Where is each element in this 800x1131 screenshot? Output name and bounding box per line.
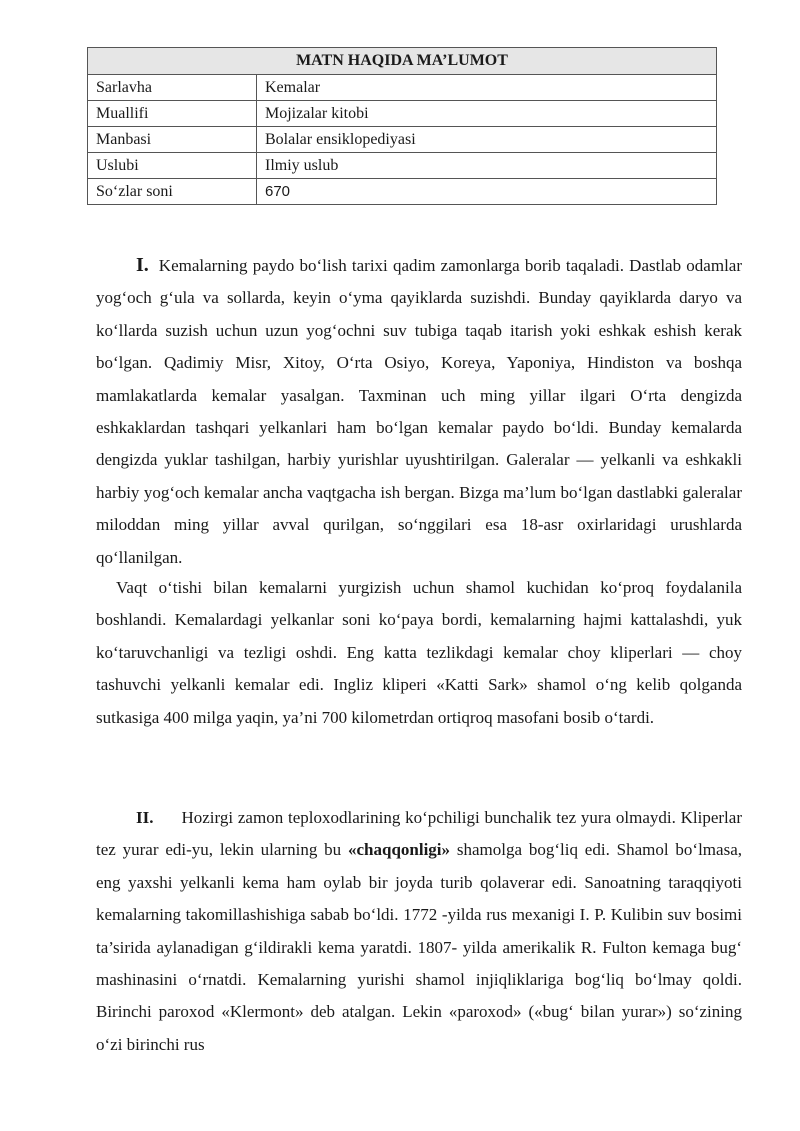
table-title: MATN HAQIDA MA’LUMOT <box>88 48 717 75</box>
section2-bold-word: «chaqqonligi» <box>348 840 451 860</box>
row-key: Muallifi <box>88 101 257 127</box>
table-row <box>88 101 717 127</box>
table-header-row <box>88 48 717 75</box>
section1-paragraph1 <box>96 249 742 574</box>
section2-text-after: shamolga bog‘liq edi. Shamol bo‘lmasa, eng yaxshi yelkanli kema ham oylab bir joyda turib qolaverar edi. Sanoatning taraqqiyoti kemalarning takomillashishiga sabab bo‘ldi. 1772 -yilda rus mexanigi I. P. Kulibin suv bosimi ta’sirida aylanadigan g‘ildirakli kema yaratdi. 1807- yilda amerikalik R. Fulton kemaga bug‘ mashinasini o‘rnatdi. Kemalarning yurishi shamol injiqliklariga bog‘liq bo‘lmay qoldi. Birinchi paroxod «Klermont» deb atalgan. Lekin «paroxod» («bug‘ bilan yurar») so‘zining o‘zi birinchi rus <box>96 840 742 1054</box>
section2-text-before: Hozirgi zamon teploxodlarining ko‘pchiligi bunchalik tez yura olmaydi. Kliperlar tez yurar edi-yu, lekin ularning bu <box>96 808 742 860</box>
table-row <box>88 153 717 179</box>
row-value: Mojizalar kitobi <box>257 101 717 127</box>
row-value: Bolalar ensiklopediyasi <box>257 127 717 153</box>
section1-paragraph2: Vaqt o‘tishi bilan kemalarni yurgizish uchun shamol kuchidan ko‘proq foydalanila boshlandi. Kemalardagi yelkanlar soni ko‘paya bordi, kemalarning hajmi kattalashdi, yuk ko‘taruvchanligi va tezligi oshdi. Eng katta tezlikdagi kemalar choy kliperlari — choy tashuvchi yelkanli kemalar edi. Ingliz kliperi «Katti Sark» shamol o‘ng kelib qolganda sutkasiga 400 milga yaqin, ya’ni 700 kilometrdan ortiqroq masofani bosib o‘tardi. <box>96 578 742 727</box>
row-value: Ilmiy uslub <box>257 153 717 179</box>
section1-numeral: I. <box>136 254 149 276</box>
section2-paragraph <box>96 802 742 1061</box>
row-key: Manbasi <box>88 127 257 153</box>
row-value: Kemalar <box>257 75 717 101</box>
section1-text: Kemalarning paydo bo‘lish tarixi qadim zamonlarga borib taqaladi. Dastlab odamlar yog‘och g‘ula va sollarda, keyin o‘yma qayiklarda suzishdi. Bunday qayiklarda daryo va ko‘llarda suzish uchun uzun yog‘ochni suv tubiga taqab itarish yoki eshkak eshish kerak bo‘lgan. Qadimiy Misr, Xitoy, O‘rta Osiyo, Koreya, Yaponiya, Hindiston va boshqa mamlakatlarda kemalar yasalgan. Taxminan uch ming yillar ilgari O‘rta dengizda eshkaklardan tashqari yelkanlari ham bo‘lgan kemalar paydo bo‘ldi. Bunday kemalarda dengizda yuklar tashilgan, harbiy yurishlar uyushtirilgan. Galeralar — yelkanli va eshkakli harbiy yog‘och kemalar ancha vaqtgacha ish bergan. Bizga ma’lum bo‘lgan dastlabki galeralar miloddan ming yillar avval qurilgan, so‘nggilari esa 18-asr oxirlaridagi urushlarda qo‘llanilgan. <box>96 256 742 567</box>
table-row <box>88 127 717 153</box>
row-key: Sarlavha <box>88 75 257 101</box>
section2-numeral: II. <box>136 808 154 827</box>
table-row <box>88 75 717 101</box>
row-key: Uslubi <box>88 153 257 179</box>
row-value: 670 <box>257 179 717 205</box>
table-row <box>88 179 717 205</box>
text-info-table <box>87 47 717 205</box>
row-key: So‘zlar soni <box>88 179 257 205</box>
